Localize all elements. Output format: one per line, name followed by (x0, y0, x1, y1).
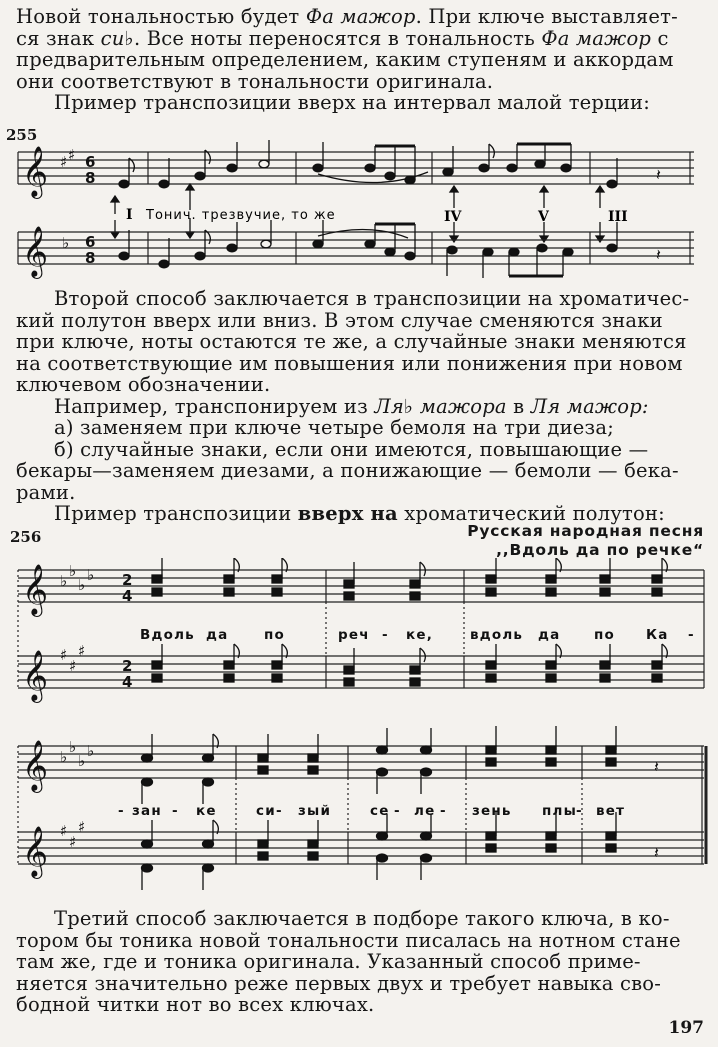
svg-text:♭: ♭ (78, 576, 86, 594)
text-line: Новой тональностью будет Фа мажор. При ключе выставляет- (16, 5, 678, 28)
text-line: они соответствуют в тональности оригинала. (16, 69, 494, 93)
lyric: да (206, 627, 229, 643)
time-signature-den: 8 (85, 169, 96, 187)
degree-I: I (126, 207, 133, 223)
lyric: - (440, 803, 447, 819)
lyric: - (118, 803, 125, 819)
treble-clef: 𝄞 (22, 740, 49, 791)
svg-text:♭: ♭ (60, 748, 68, 766)
svg-text:♯: ♯ (78, 642, 86, 660)
text-line: тором бы тоника новой тональности писалась на нотном стане (16, 928, 681, 952)
svg-text:𝄽: 𝄽 (654, 757, 659, 776)
svg-text:𝄽: 𝄽 (654, 843, 659, 862)
song-title: Русская народная песня ,,Вдоль да по речке“ (467, 522, 704, 559)
svg-text:♯: ♯ (78, 818, 86, 836)
music-example-256 (0, 558, 718, 918)
text-line: предварительным определением, каким ступеням и аккордам (16, 48, 674, 71)
text-line: Третий способ заключается в подборе такого ключа, в ко- (54, 907, 670, 930)
treble-clef: 𝄞 (22, 226, 49, 277)
text-line: ся знак си♭. Все ноты переносятся в тональность Фа мажор с (16, 26, 669, 50)
svg-text:♭: ♭ (69, 562, 77, 580)
notes-transposed (119, 220, 661, 278)
lyric: ке, (406, 627, 434, 643)
time-signature-num: 2 (122, 657, 133, 675)
svg-text:𝄽: 𝄽 (656, 165, 661, 184)
lyric: по (264, 627, 286, 643)
lyric: по (594, 627, 616, 643)
time-signature-den: 4 (122, 587, 133, 605)
second-method-paragraph (16, 288, 708, 525)
lyric: реч (338, 627, 370, 643)
time-signature-den: 8 (85, 249, 96, 267)
text-line: Пример транспозиции вверх на хроматический полутон: (54, 502, 665, 525)
time-signature-num: 2 (122, 571, 133, 589)
lyric: - (172, 803, 179, 819)
example-number-255: 255 (6, 126, 38, 144)
lyric: - (276, 803, 283, 819)
time-signature-num: 6 (85, 153, 96, 171)
lyric: зый (298, 803, 332, 819)
lyric: - (382, 627, 389, 643)
text-line: там же, где и тоника оригинала. Указанный способ приме- (16, 950, 641, 973)
text-line: б) случайные знаки, если они имеются, повышающие — (54, 437, 649, 461)
key-signatures (60, 562, 94, 851)
sharp-sign: ♯ (60, 153, 68, 171)
notes-original (119, 140, 661, 188)
lyric: да (538, 627, 561, 643)
third-method-paragraph (16, 908, 708, 1016)
text-line: Пример транспозиции вверх на интервал малой терции: (54, 91, 651, 114)
lyric: - (394, 803, 401, 819)
page-number: 197 (668, 1018, 704, 1038)
svg-text:♭: ♭ (78, 752, 86, 770)
treble-clef: 𝄞 (22, 564, 49, 615)
lyrics-line-1 (140, 627, 695, 643)
lyric: - (576, 803, 583, 819)
notes-system-1 (152, 558, 667, 686)
text-line: при ключе, ноты остаются те же, а случайные знаки меняются (16, 330, 687, 353)
text-line: Второй способ заключается в транспозиции на хроматичес- (54, 287, 690, 310)
lyrics-line-2 (118, 803, 625, 819)
staff-transposed (18, 232, 694, 264)
treble-clef: 𝄞 (22, 650, 49, 701)
time-signature-num: 6 (85, 233, 96, 251)
text-line: Например, транспонируем из Ля♭ мажора в Ля мажор: (54, 394, 649, 418)
lyric: вет (596, 803, 626, 819)
svg-text:♭: ♭ (87, 742, 95, 760)
lyric: - (688, 627, 695, 643)
degree-V: V (538, 209, 549, 225)
lyric: вдоль (470, 627, 524, 643)
svg-text:♭: ♭ (87, 566, 95, 584)
flat-sign: ♭ (62, 234, 70, 252)
degree-III: III (608, 209, 628, 225)
intro-paragraph (16, 6, 708, 114)
lyric: зень (472, 803, 512, 819)
text-line: бодной читки нот во всех ключах. (16, 993, 375, 1016)
lyric: ле (414, 803, 436, 819)
degree-IV: IV (444, 209, 462, 225)
svg-text:♯: ♯ (60, 822, 68, 840)
music-example-255 (0, 140, 718, 300)
treble-clef: 𝄞 (22, 826, 49, 877)
annotation-text: Тонич. трезвучие, то же (146, 208, 336, 223)
svg-text:♯: ♯ (69, 657, 77, 675)
lyric: се (370, 803, 390, 819)
time-signature-den: 4 (122, 673, 133, 691)
svg-text:♯: ♯ (60, 646, 68, 664)
lyric: Вдоль (140, 627, 195, 643)
lyric: ке (196, 803, 217, 819)
text-line: рами. (16, 480, 76, 504)
lyric: си (256, 803, 276, 819)
text-line: няется значительно реже первых двух и требует навыка сво- (16, 971, 662, 995)
treble-clef: 𝄞 (22, 146, 49, 197)
sharp-sign: ♯ (68, 146, 76, 164)
svg-text:♭: ♭ (69, 738, 77, 756)
example-number-256: 256 (10, 528, 42, 546)
svg-text:♭: ♭ (60, 572, 68, 590)
lyric: плы (542, 803, 578, 819)
lyric: зан (132, 803, 162, 819)
lyric: Ка (646, 627, 669, 643)
text-line: а) заменяем при ключе четыре бемоля на три диеза; (54, 416, 614, 439)
svg-text:♯: ♯ (69, 833, 77, 851)
svg-text:𝄽: 𝄽 (656, 245, 661, 264)
text-line: кий полутон вверх или вниз. В этом случае сменяются знаки (16, 308, 663, 332)
text-line: ключевом обозначении. (16, 373, 271, 396)
staff-original (18, 152, 694, 184)
text-line: бекары—заменяем диезами, а понижающие — бемоли — бека- (16, 459, 679, 482)
text-line: на соответствующие им повышения или понижения при новом (16, 351, 683, 375)
